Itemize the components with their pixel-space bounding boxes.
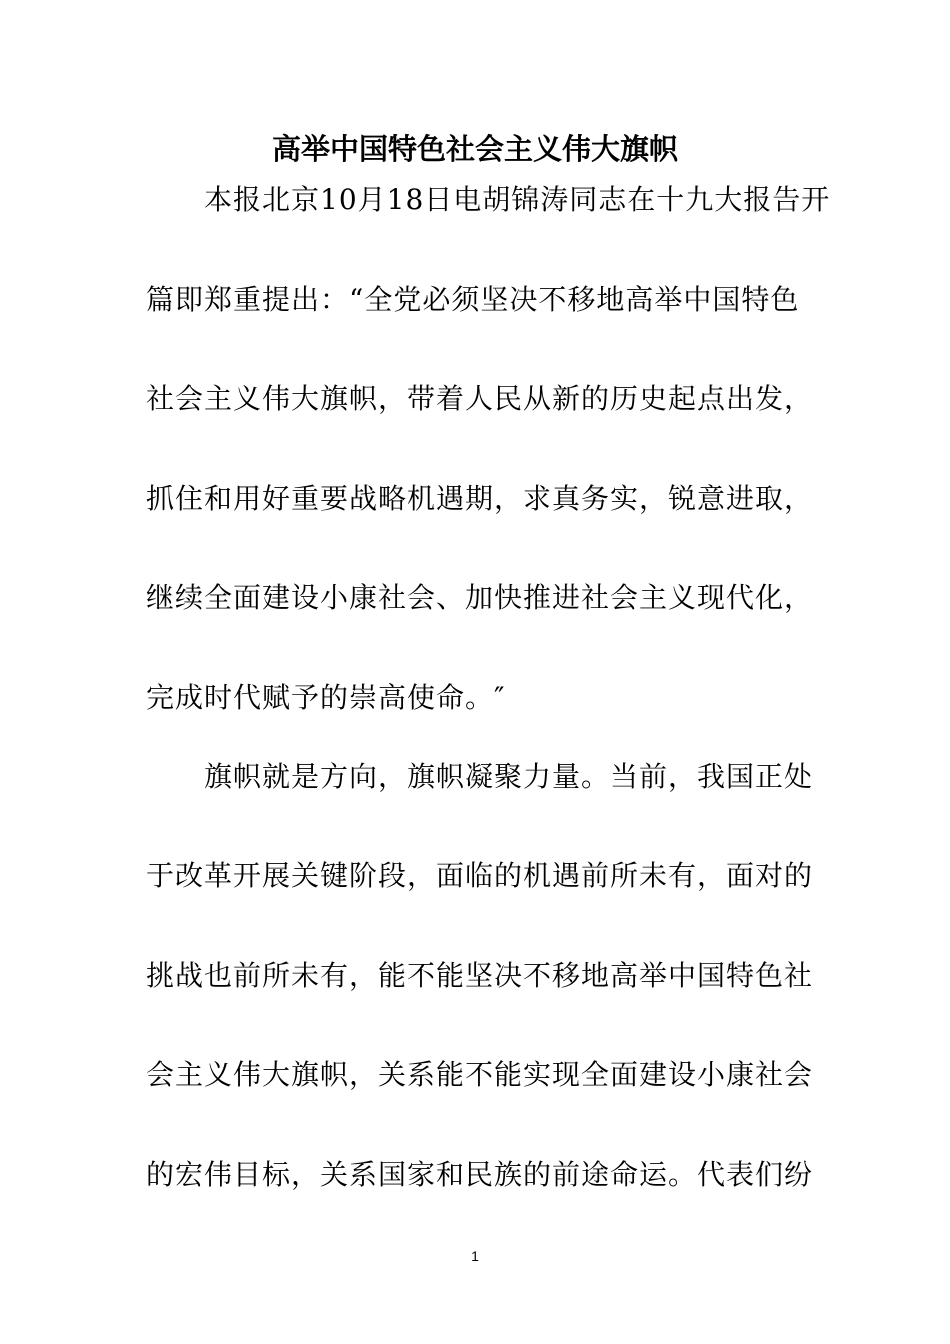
paragraph-2-line-2: 于改革开展关键阶段，面临的机遇前所未有，面对的 bbox=[146, 859, 814, 892]
paragraph-1-line-2: 篇即郑重提出：“全党必须坚决不移地高举中国特色 bbox=[146, 283, 800, 316]
paragraph-1-line-5: 继续全面建设小康社会、加快推进社会主义现代化， bbox=[146, 581, 814, 614]
paragraph-2-line-4: 会主义伟大旗帜，关系能不能实现全面建设小康社会 bbox=[146, 1058, 814, 1091]
document-title: 高举中国特色社会主义伟大旗帜 bbox=[271, 132, 678, 166]
paragraph-2-line-1: 旗帜就是方向，旗帜凝聚力量。当前，我国正处 bbox=[204, 760, 814, 793]
paragraph-2-line-5: 的宏伟目标，关系国家和民族的前途命运。代表们纷 bbox=[146, 1158, 814, 1191]
page-number: 1 bbox=[471, 1248, 479, 1264]
paragraph-1-line-3: 社会主义伟大旗帜，带着人民从新的历史起点出发， bbox=[146, 382, 814, 415]
paragraph-1-line-1: 本报北京10月18日电胡锦涛同志在十九大报告开 bbox=[204, 183, 831, 216]
paragraph-1-line-4: 抓住和用好重要战略机遇期，求真务实，锐意进取， bbox=[146, 482, 814, 515]
paragraph-2-line-3: 挑战也前所未有，能不能坚决不移地高举中国特色社 bbox=[146, 959, 814, 992]
paragraph-1-line-6: 完成时代赋予的崇高使命。″ bbox=[146, 681, 506, 714]
